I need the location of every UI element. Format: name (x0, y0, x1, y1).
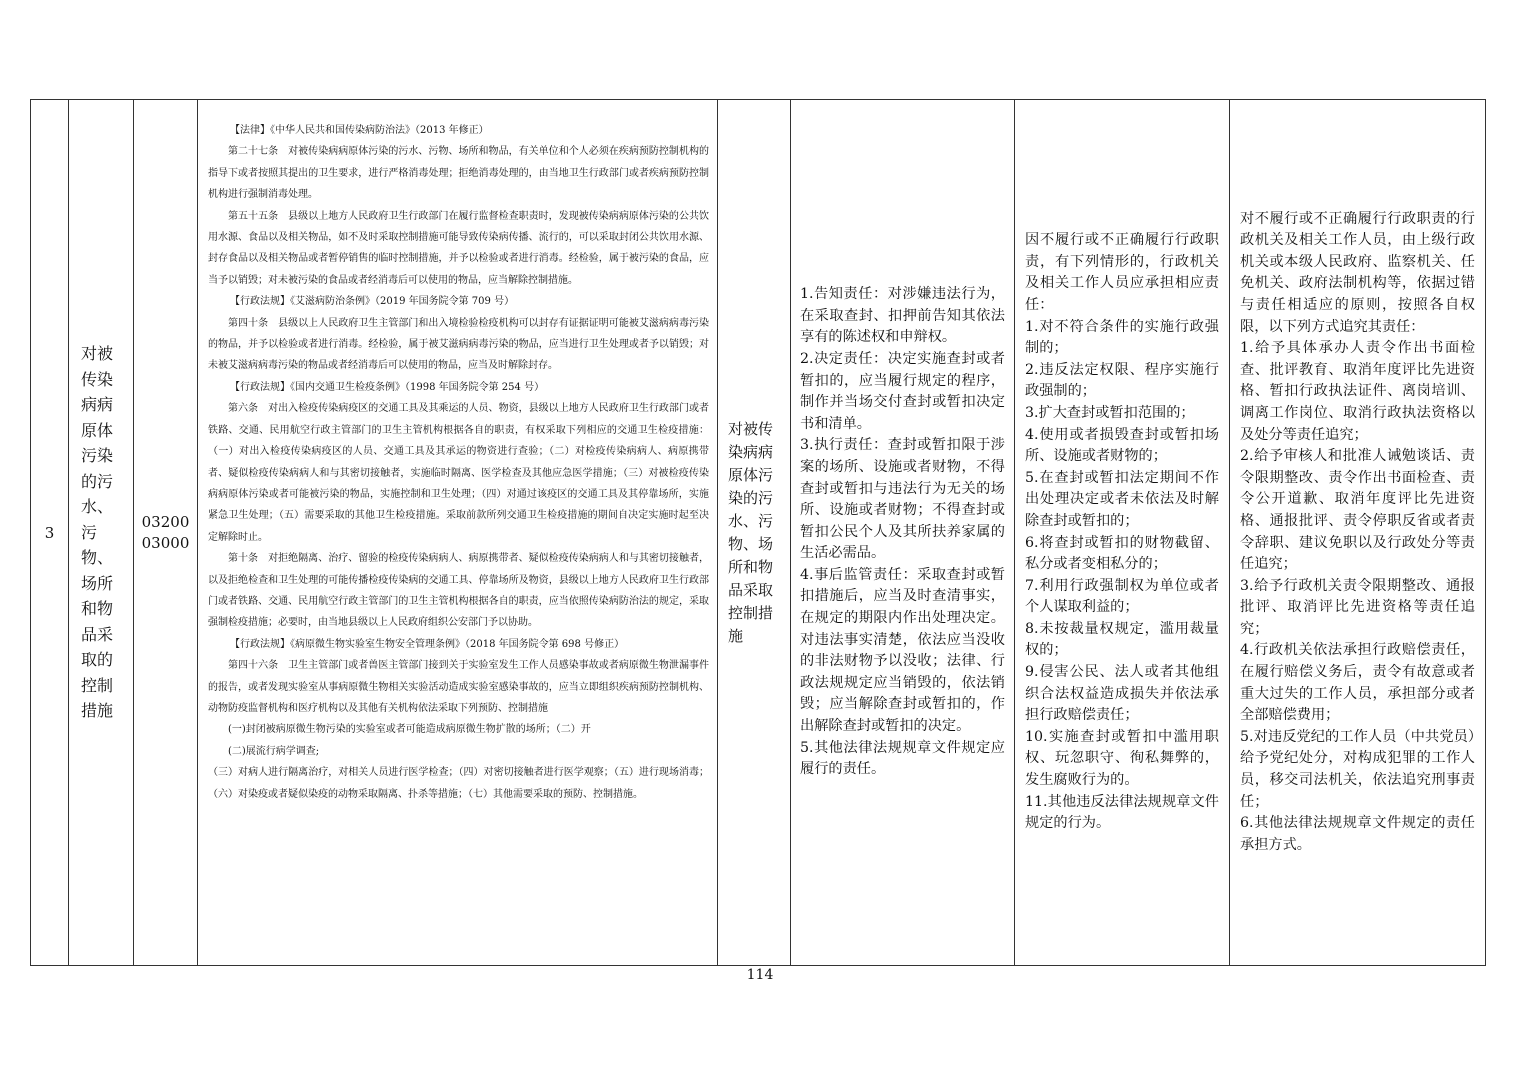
lab-item-3: （三）对病人进行隔离治疗，对相关人员进行医学检查；（四）对密切接触者进行医学观察；（五）进行现场消毒；（六）对染疫或者疑似染疫的动物采取隔离、扑杀等措施；（七）其他需要采取的预防、控制措施。 (208, 767, 709, 800)
traffic-regulation-title: 【行政法规】《国内交通卫生检疫条例》（1998 年国务院令第 254 号） (230, 381, 545, 393)
responsibilities-cell (791, 100, 1015, 966)
responsibility-item: 4.事后监管责任：采取查封或暂扣措施后，应当及时查清事实，在规定的期限内作出处理决定。对违法事实清楚，依法应当没收的非法财物予以没收；法律、行政法规规定应当销毁的，依法销毁；应当解除查封或暂扣的，作出解除查封或暂扣的决定。 (800, 566, 1005, 735)
penalties-cell (1230, 100, 1486, 966)
accountability-item: 7.利用行政强制权为单位或者个人谋取利益的； (1025, 577, 1219, 616)
penalty-item: 对不履行或不正确履行行政职责的行政机关及相关工作人员，由上级行政机关或本级人民政府、监察机关、任免机关、政府法制机构等，依据过错与责任相适应的原则，按照各自权限，以下列方式追究其责任： (1240, 210, 1475, 335)
power-list-table (30, 99, 1486, 966)
aids-article-40: 第四十条 县级以上人民政府卫生主管部门和出入境检验检疫机构可以封存有证据证明可能被艾滋病病毒污染的物品，并予以检验或者进行消毒。经检验，属于被艾滋病病毒污染的物品，应当进行卫生处理或者予以销毁；对未被艾滋病病毒污染的物品或者经消毒后可以使用的物品，应当及时解除封存。 (208, 317, 709, 372)
page-number: 114 (746, 967, 774, 983)
responsibility-item: 1.告知责任：对涉嫌违法行为，在采取查封、扣押前告知其依法享有的陈述权和申辩权。 (800, 286, 1005, 346)
penalty-item: 4.行政机关依法承担行政赔偿责任，在履行赔偿义务后，责令有故意或者重大过失的工作人员，承担部分或者全部赔偿费用； (1240, 642, 1475, 724)
accountability-item: 因不履行或不正确履行行政职责，有下列情形的，行政机关及相关工作人员应承担相应责任： (1025, 232, 1219, 313)
accountability-list (1025, 230, 1219, 835)
accountability-item: 11.其他违反法律法规规章文件规定的行为。 (1025, 793, 1219, 832)
legal-basis-cell (198, 100, 718, 966)
item-name: 对被传染病病原体污染的污水、污物、场所和物品采取的控制措施 (81, 344, 114, 721)
penalty-item: 3.给予行政机关责令限期整改、通报批评、取消评比先进资格等责任追究； (1240, 577, 1475, 637)
accountability-item: 3.扩大查封或暂扣范围的； (1025, 404, 1195, 421)
item-name-cell (69, 100, 134, 966)
accountability-item: 2.违反法定权限、程序实施行政强制的； (1025, 361, 1219, 400)
penalties-list (1240, 209, 1475, 857)
law-article-27: 第二十七条 对被传染病病原体污染的污水、污物、场所和物品，有关单位和个人必须在疾病预防控制机构的指导下或者按照其提出的卫生要求，进行严格消毒处理；拒绝消毒处理的，由当地卫生行政部门或者疾病预防控制机构进行强制消毒处理。 (208, 146, 709, 201)
accountability-item: 6.将查封或暂扣的财物截留、私分或者变相私分的； (1025, 534, 1219, 573)
responsibility-item: 5.其他法律法规规章文件规定应履行的责任。 (800, 739, 1005, 778)
subject-text: 对被传染病病原体污染的污水、污物、场所和物品采取控制措施 (728, 419, 774, 645)
accountability-cell (1015, 100, 1230, 966)
law-article-55: 第五十五条 县级以上地方人民政府卫生行政部门在履行监督检查职责时，发现被传染病病原体污染的公共饮用水源、食品以及相关物品，如不及时采取控制措施可能导致传染病传播、流行的，可以采取封闭公共饮用水源、封存食品以及相关物品或者暂停销售的临时控制措施，并予以检验或者进行消毒。经检验，属于被污染的食品，应当予以销毁；对未被污染的食品或者经消毒后可以使用的物品，应当解除控制措施。 (208, 210, 709, 286)
lab-item-2: (二)展流行病学调查; (228, 745, 320, 757)
lab-regulation-title: 【行政法规】《病原微生物实验室生物安全管理条例》（2018 年国务院令第 698 号修正） (230, 638, 625, 650)
penalty-item: 5.对违反党纪的工作人员（中共党员）给予党纪处分，对构成犯罪的工作人员，移交司法机关，依法追究刑事责任； (1240, 728, 1475, 810)
item-code-2: 03000 (141, 533, 190, 552)
lab-item-1: (一)封闭被病原微生物污染的实验室或者可能造成病原微生物扩散的场所；（二）开 (228, 724, 591, 736)
lab-article-46: 第四十六条 卫生主管部门或者兽医主管部门接到关于实验室发生工作人员感染事故或者病原微生物泄漏事件的报告，或者发现实验室从事病原微生物相关实验活动造成实验室感染事故的，应当立即组织疾病预防控制机构、动物防疫监督机构和医疗机构以及其他有关机构依法采取下列预防、控制措施 (208, 660, 709, 714)
accountability-item: 10.实施查封或暂扣中滥用职权、玩忽职守、徇私舞弊的，发生腐败行为的。 (1025, 728, 1219, 789)
legal-basis (208, 120, 709, 805)
responsibility-item: 3.执行责任：查封或暂扣限于涉案的场所、设施或者财物，不得查封或暂扣与违法行为无关的场所、设施或者财物；不得查封或暂扣公民个人及其所扶养家属的生活必需品。 (800, 437, 1005, 562)
responsibilities-list (800, 284, 1005, 781)
subject-cell (718, 100, 791, 966)
aids-regulation-title: 【行政法规】《艾滋病防治条例》（2019 年国务院令第 709 号） (230, 296, 515, 308)
accountability-item: 8.未按裁量权规定，滥用裁量权的； (1025, 620, 1219, 659)
accountability-item: 4.使用或者损毁查封或暂扣场所、设施或者财物的； (1025, 426, 1219, 465)
accountability-item: 5.在查封或暂扣法定期间不作出处理决定或者未依法及时解除查封或暂扣的； (1025, 469, 1219, 529)
row-number: 3 (31, 100, 69, 966)
item-code-cell (134, 100, 198, 966)
penalty-item: 2.给予审核人和批准人诫勉谈话、责令限期整改、责令作出书面检查、责令公开道歉、取消年度评比先进资格、通报批评、责令停职反省或者责令辞职、建议免职以及行政处分等责任追究； (1240, 448, 1475, 573)
accountability-item: 1.对不符合条件的实施行政强制的； (1025, 318, 1219, 357)
accountability-item: 9.侵害公民、法人或者其他组织合法权益造成损失并依法承担行政赔偿责任； (1025, 664, 1219, 724)
penalty-item: 6.其他法律法规规章文件规定的责任承担方式。 (1240, 815, 1475, 853)
penalty-item: 1.给予具体承办人责令作出书面检查、批评教育、取消年度评比先进资格、暂扣行政执法证件、离岗培训、调离工作岗位、取消行政执法资格以及处分等责任追究； (1240, 340, 1475, 443)
responsibility-item: 2.决定责任：决定实施查封或者暂扣的，应当履行规定的程序，制作并当场交付查封或暂扣决定书和清单。 (800, 350, 1005, 432)
item-code-1: 03200 (141, 512, 190, 531)
law-title: 【法律】《中华人民共和国传染病防治法》（2013 年修正） (230, 125, 489, 136)
table-row (31, 100, 1486, 966)
traffic-article-6: 第六条 对出入检疫传染病疫区的交通工具及其乘运的人员、物资，县级以上地方人民政府卫生行政部门或者铁路、交通、民用航空行政主管部门的卫生主管机构根据各自的职责，有权采取下列相应的交通卫生检疫措施：（一）对出入检疫传染病疫区的人员、交通工具及其承运的物资进行查验；（二）对检疫传染病病人、病原携带者、疑似检疫传染病病人和与其密切接触者，实施临时隔离、医学检查及其他应急医学措施；（三）对被检疫传染病病原体污染或者可能被污染的物品，实施控制和卫生处理；（四）对通过该疫区的交通工具及其停靠场所，实施紧急卫生处理；（五）需要采取的其他卫生检疫措施。采取前款所列交通卫生检疫措施的期间自决定实施时起至决定解除时止。 (208, 403, 709, 543)
traffic-article-10: 第十条 对拒绝隔离、治疗、留验的检疫传染病病人、病原携带者、疑似检疫传染病病人和与其密切接触者，以及拒绝检查和卫生处理的可能传播检疫传染病的交通工具、停靠场所及物资，县级以上地方人民政府卫生行政部门或者铁路、交通、民用航空行政主管部门的卫生主管机构根据各自的职责，应当依照传染病防治法的规定，采取强制检疫措施；必要时，由当地县级以上人民政府组织公安部门予以协助。 (208, 553, 709, 629)
